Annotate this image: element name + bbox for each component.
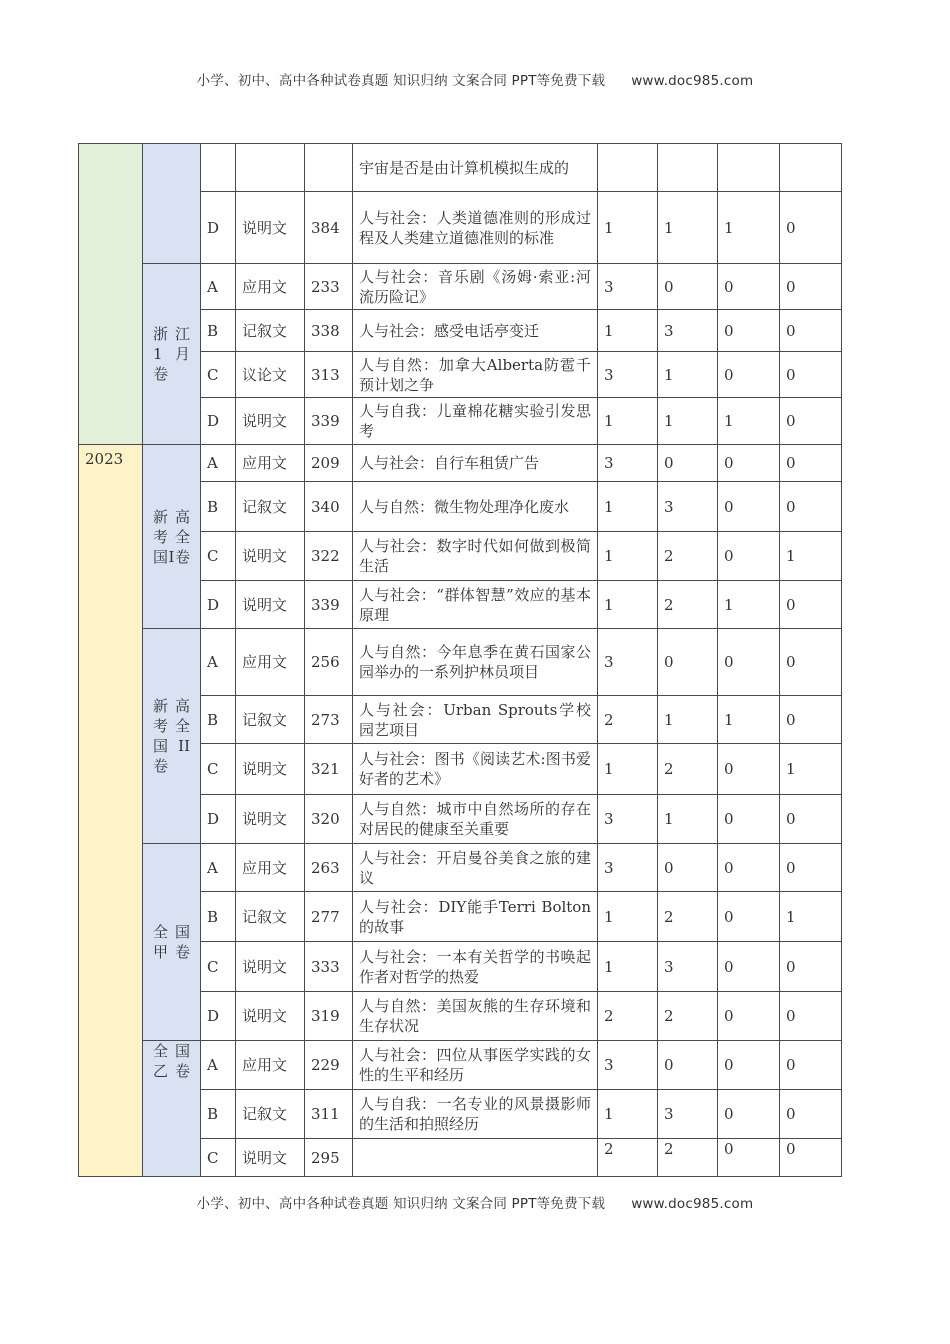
genre-cell: 应用文 xyxy=(236,264,305,310)
value-cell: 0 xyxy=(780,795,842,844)
genre-cell: 记叙文 xyxy=(236,892,305,942)
word-count-cell: 311 xyxy=(305,1090,353,1139)
value-cell: 0 xyxy=(780,581,842,629)
paper-cell: 新高考全国I卷 xyxy=(143,445,201,629)
value-cell: 1 xyxy=(780,892,842,942)
value-cell: 0 xyxy=(658,629,718,696)
genre-cell: 应用文 xyxy=(236,844,305,892)
word-count-cell: 256 xyxy=(305,629,353,696)
footer-url[interactable]: www.doc985.com xyxy=(631,1196,754,1212)
value-cell xyxy=(658,144,718,192)
value-cell: 1 xyxy=(780,532,842,581)
value-cell: 1 xyxy=(718,192,780,264)
word-count-cell: 233 xyxy=(305,264,353,310)
passage-cell: B xyxy=(201,310,236,352)
value-cell: 3 xyxy=(598,264,658,310)
genre-cell: 记叙文 xyxy=(236,310,305,352)
value-cell: 3 xyxy=(598,795,658,844)
passage-cell: D xyxy=(201,581,236,629)
theme-cell: 人与社会：“群体智慧”效应的基本原理 xyxy=(353,581,598,629)
genre-cell: 应用文 xyxy=(236,629,305,696)
paper-cell: 浙江1月卷 xyxy=(143,264,201,445)
value-cell: 1 xyxy=(718,398,780,445)
value-cell: 3 xyxy=(598,445,658,482)
value-cell: 1 xyxy=(598,1090,658,1139)
table-row xyxy=(79,629,842,696)
word-count-cell xyxy=(305,144,353,192)
theme-cell: 人与自然：美国灰熊的生存环境和生存状况 xyxy=(353,992,598,1041)
genre-cell: 说明文 xyxy=(236,398,305,445)
value-cell: 0 xyxy=(718,795,780,844)
passage-cell: B xyxy=(201,892,236,942)
passage-cell: C xyxy=(201,352,236,398)
value-cell: 0 xyxy=(718,992,780,1041)
word-count-cell: 209 xyxy=(305,445,353,482)
value-cell: 1 xyxy=(598,192,658,264)
genre-cell: 说明文 xyxy=(236,1139,305,1177)
word-count-cell: 338 xyxy=(305,310,353,352)
header-text: 小学、初中、高中各种试卷真题 知识归纳 文案合同 PPT等免费下载 xyxy=(196,73,606,89)
value-cell: 0 xyxy=(780,629,842,696)
genre-cell: 说明文 xyxy=(236,992,305,1041)
passage-cell: A xyxy=(201,264,236,310)
passage-cell: C xyxy=(201,532,236,581)
passage-cell: A xyxy=(201,629,236,696)
value-cell: 1 xyxy=(658,696,718,744)
value-cell: 3 xyxy=(598,352,658,398)
paper-cell: 全国甲卷 xyxy=(143,844,201,1041)
value-cell: 2 xyxy=(658,892,718,942)
theme-cell: 人与社会：四位从事医学实践的女性的生平和经历 xyxy=(353,1041,598,1090)
value-cell: 0 xyxy=(780,942,842,992)
value-cell: 2 xyxy=(658,1139,718,1177)
genre-cell: 说明文 xyxy=(236,192,305,264)
word-count-cell: 322 xyxy=(305,532,353,581)
table-row xyxy=(79,1041,842,1090)
value-cell: 1 xyxy=(598,942,658,992)
value-cell: 1 xyxy=(598,398,658,445)
theme-cell: 人与自然：加拿大Alberta防雹千预计划之争 xyxy=(353,352,598,398)
theme-cell: 人与社会：音乐剧《汤姆·索亚:河流历险记》 xyxy=(353,264,598,310)
value-cell: 0 xyxy=(780,445,842,482)
value-cell: 3 xyxy=(658,1090,718,1139)
theme-cell: 宇宙是否是由计算机模拟生成的 xyxy=(353,144,598,192)
value-cell: 0 xyxy=(718,1090,780,1139)
value-cell: 0 xyxy=(718,1041,780,1090)
genre-cell: 议论文 xyxy=(236,352,305,398)
reading-analysis-table xyxy=(78,143,842,1177)
genre-cell: 说明文 xyxy=(236,532,305,581)
passage-cell: D xyxy=(201,992,236,1041)
theme-cell: 人与社会：感受电话亭变迁 xyxy=(353,310,598,352)
passage-cell: D xyxy=(201,192,236,264)
value-cell: 2 xyxy=(598,696,658,744)
value-cell: 0 xyxy=(718,264,780,310)
genre-cell xyxy=(236,144,305,192)
value-cell: 1 xyxy=(658,398,718,445)
genre-cell: 记叙文 xyxy=(236,482,305,532)
word-count-cell: 319 xyxy=(305,992,353,1041)
value-cell: 2 xyxy=(658,581,718,629)
word-count-cell: 273 xyxy=(305,696,353,744)
passage-cell: C xyxy=(201,744,236,795)
year-cell: 2023 xyxy=(79,445,143,1177)
value-cell: 1 xyxy=(598,532,658,581)
value-cell xyxy=(718,144,780,192)
value-cell: 0 xyxy=(718,310,780,352)
theme-cell: 人与社会：Urban Sprouts学校园艺项目 xyxy=(353,696,598,744)
value-cell: 0 xyxy=(780,696,842,744)
word-count-cell: 313 xyxy=(305,352,353,398)
value-cell: 0 xyxy=(658,264,718,310)
value-cell: 1 xyxy=(658,192,718,264)
value-cell: 1 xyxy=(658,352,718,398)
table-row xyxy=(79,264,842,310)
value-cell: 0 xyxy=(718,482,780,532)
theme-cell: 人与社会：开启曼谷美食之旅的建议 xyxy=(353,844,598,892)
year-cell-prev xyxy=(79,144,143,445)
value-cell: 0 xyxy=(780,1139,842,1177)
word-count-cell: 339 xyxy=(305,398,353,445)
genre-cell: 记叙文 xyxy=(236,696,305,744)
value-cell: 1 xyxy=(780,744,842,795)
header-url[interactable]: www.doc985.com xyxy=(631,73,754,89)
value-cell: 0 xyxy=(780,482,842,532)
word-count-cell: 339 xyxy=(305,581,353,629)
passage-cell: B xyxy=(201,696,236,744)
word-count-cell: 321 xyxy=(305,744,353,795)
theme-cell: 人与自我：儿童棉花糖实验引发思考 xyxy=(353,398,598,445)
value-cell xyxy=(780,144,842,192)
passage-cell: C xyxy=(201,1139,236,1177)
theme-cell: 人与社会：一本有关哲学的书唤起作者对哲学的热爱 xyxy=(353,942,598,992)
value-cell: 2 xyxy=(658,532,718,581)
value-cell: 0 xyxy=(718,1139,780,1177)
word-count-cell: 384 xyxy=(305,192,353,264)
value-cell: 0 xyxy=(718,532,780,581)
passage-cell: A xyxy=(201,445,236,482)
value-cell: 1 xyxy=(598,744,658,795)
word-count-cell: 277 xyxy=(305,892,353,942)
passage-cell: D xyxy=(201,398,236,445)
passage-cell: C xyxy=(201,942,236,992)
genre-cell: 说明文 xyxy=(236,942,305,992)
passage-cell: A xyxy=(201,1041,236,1090)
page-header xyxy=(0,69,950,89)
value-cell: 3 xyxy=(658,942,718,992)
value-cell: 0 xyxy=(658,844,718,892)
passage-cell: A xyxy=(201,844,236,892)
passage-cell: B xyxy=(201,482,236,532)
value-cell: 3 xyxy=(598,1041,658,1090)
word-count-cell: 263 xyxy=(305,844,353,892)
theme-cell: 人与社会：图书《阅读艺术:图书爱好者的艺术》 xyxy=(353,744,598,795)
theme-cell xyxy=(353,1139,598,1177)
theme-cell: 人与社会：DIY能手Terri Bolton的故事 xyxy=(353,892,598,942)
value-cell: 0 xyxy=(780,192,842,264)
value-cell: 0 xyxy=(718,629,780,696)
value-cell: 1 xyxy=(718,696,780,744)
genre-cell: 说明文 xyxy=(236,795,305,844)
theme-cell: 人与自然：今年息季在黄石国家公园举办的一系列护林员项目 xyxy=(353,629,598,696)
value-cell: 0 xyxy=(780,844,842,892)
value-cell: 0 xyxy=(718,744,780,795)
word-count-cell: 333 xyxy=(305,942,353,992)
value-cell: 3 xyxy=(658,482,718,532)
value-cell: 0 xyxy=(780,310,842,352)
theme-cell: 人与社会：自行车租赁广告 xyxy=(353,445,598,482)
theme-cell: 人与自我：一名专业的风景摄影师的生活和拍照经历 xyxy=(353,1090,598,1139)
value-cell: 0 xyxy=(658,445,718,482)
paper-cell: 全国乙卷 xyxy=(143,1041,201,1177)
table-row xyxy=(79,445,842,482)
passage-cell: B xyxy=(201,1090,236,1139)
value-cell: 1 xyxy=(598,310,658,352)
word-count-cell: 320 xyxy=(305,795,353,844)
word-count-cell: 229 xyxy=(305,1041,353,1090)
value-cell: 0 xyxy=(718,352,780,398)
value-cell: 1 xyxy=(598,892,658,942)
genre-cell: 记叙文 xyxy=(236,1090,305,1139)
paper-cell: 新高考全国II卷 xyxy=(143,629,201,844)
value-cell: 3 xyxy=(658,310,718,352)
value-cell: 0 xyxy=(718,942,780,992)
value-cell: 0 xyxy=(718,844,780,892)
table-row xyxy=(79,844,842,892)
word-count-cell: 340 xyxy=(305,482,353,532)
theme-cell: 人与社会：数字时代如何做到极简生活 xyxy=(353,532,598,581)
value-cell: 2 xyxy=(658,744,718,795)
footer-text: 小学、初中、高中各种试卷真题 知识归纳 文案合同 PPT等免费下载 xyxy=(196,1196,606,1212)
genre-cell: 应用文 xyxy=(236,1041,305,1090)
passage-cell xyxy=(201,144,236,192)
value-cell: 1 xyxy=(658,795,718,844)
theme-cell: 人与社会：人类道德准则的形成过程及人类建立道德准则的标准 xyxy=(353,192,598,264)
value-cell: 1 xyxy=(598,482,658,532)
value-cell: 3 xyxy=(598,629,658,696)
value-cell: 0 xyxy=(718,445,780,482)
value-cell: 0 xyxy=(780,264,842,310)
genre-cell: 应用文 xyxy=(236,445,305,482)
value-cell: 3 xyxy=(598,844,658,892)
value-cell: 0 xyxy=(718,892,780,942)
theme-cell: 人与自然：微生物处理净化废水 xyxy=(353,482,598,532)
value-cell: 0 xyxy=(780,1041,842,1090)
value-cell: 2 xyxy=(658,992,718,1041)
table-row xyxy=(79,144,842,192)
value-cell xyxy=(598,144,658,192)
word-count-cell: 295 xyxy=(305,1139,353,1177)
value-cell: 0 xyxy=(780,1090,842,1139)
passage-cell: D xyxy=(201,795,236,844)
paper-cell xyxy=(143,144,201,264)
value-cell: 2 xyxy=(598,992,658,1041)
value-cell: 1 xyxy=(718,581,780,629)
table-body xyxy=(79,144,842,1177)
genre-cell: 说明文 xyxy=(236,581,305,629)
value-cell: 0 xyxy=(780,992,842,1041)
theme-cell: 人与自然：城市中自然场所的存在对居民的健康至关重要 xyxy=(353,795,598,844)
value-cell: 0 xyxy=(780,398,842,445)
genre-cell: 说明文 xyxy=(236,744,305,795)
value-cell: 0 xyxy=(780,352,842,398)
value-cell: 0 xyxy=(658,1041,718,1090)
value-cell: 2 xyxy=(598,1139,658,1177)
value-cell: 1 xyxy=(598,581,658,629)
page-footer xyxy=(0,1192,950,1212)
